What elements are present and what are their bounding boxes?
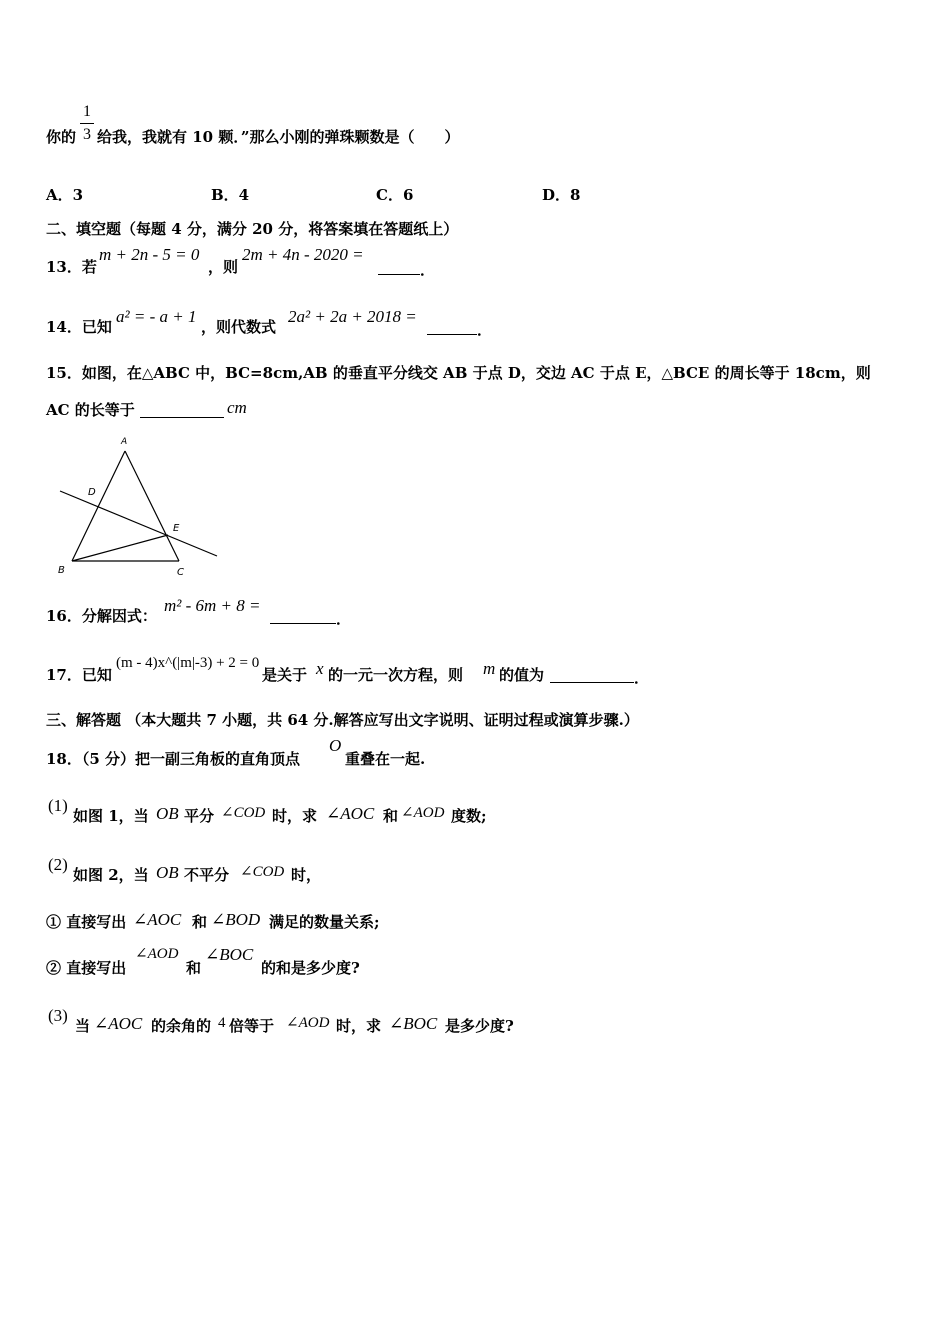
sub2-text-a: ② 直接写出: [46, 959, 127, 977]
sub1-aoc: ∠AOC: [133, 910, 182, 929]
section2-title: 二、填空题（每题 4 分，满分 20 分，将答案填在答题纸上）: [46, 220, 459, 238]
q18-var-o: O: [329, 736, 342, 755]
q13-answer-blank: [378, 260, 435, 278]
q18-text: 18．（5 分）把一副三角板的直角顶点: [46, 750, 301, 768]
q15-answer-blank: [140, 403, 224, 421]
q17-answer-blank: [550, 668, 649, 686]
q13-tail: ．: [420, 261, 436, 279]
q17-text2: 的一元一次方程，则: [328, 666, 464, 684]
q17-text3: 的值为: [499, 666, 545, 684]
part3-four: 4: [218, 1015, 226, 1031]
q16-answer-blank: [270, 609, 351, 627]
option-a: A．3: [46, 186, 84, 204]
q13-math1: m + 2n - 5 = 0: [99, 245, 200, 264]
part1-text-d: 和: [383, 807, 399, 825]
part2-text-a: 如图 2，当: [73, 866, 149, 884]
q12-fraction: [80, 103, 94, 144]
part3-text-c: 倍等于: [229, 1017, 275, 1035]
q14-math1: a² = - a + 1: [116, 307, 197, 326]
sub2-text-b: 和: [186, 959, 202, 977]
sub2-aod: ∠AOD: [135, 946, 179, 962]
q14-math2: 2a² + 2a + 2018 =: [288, 307, 417, 326]
label-e: E: [173, 523, 180, 534]
part2-cod: ∠COD: [240, 864, 285, 880]
q17-tail: ．: [634, 669, 650, 687]
part1-text-b: 平分: [184, 807, 215, 825]
sub1-text-a: ① 直接写出: [46, 913, 127, 931]
sub1-text-c: 满足的数量关系;: [269, 913, 380, 931]
q17-text1: 是关于: [262, 666, 308, 684]
part3-text-b: 的余角的: [151, 1017, 212, 1035]
sub2-text-c: 的和是多少度?: [261, 959, 360, 977]
label-b: B: [58, 565, 65, 576]
q14-mid: ，则代数式: [201, 318, 277, 336]
q15-line1: 15．如图，在△ABC 中，BC=8cm,AB 的垂直平分线交 AB 于点 D，交边 AC 于点 E，△BCE 的周长等于 18cm，则: [46, 364, 871, 382]
option-d: D．8: [542, 186, 581, 204]
perpendicular-bisector: [60, 491, 217, 556]
q14-label: 14．已知: [46, 318, 112, 336]
label-d: D: [88, 487, 96, 498]
part1-text-e: 度数;: [451, 807, 487, 825]
triangle-figure: [52, 432, 232, 582]
q15-unit: cm: [227, 398, 247, 417]
q12-text: 给我，我就有 10 颗．”那么小刚的弹珠颗数是（ ）: [97, 128, 460, 146]
part2-ob: OB: [156, 863, 179, 882]
q14-answer-blank: [427, 320, 492, 338]
q16-tail: ．: [336, 610, 352, 628]
q14-tail: ．: [477, 321, 493, 339]
part3-aod: ∠AOD: [286, 1015, 330, 1031]
option-c: C．6: [376, 186, 414, 204]
part3-aoc: ∠AOC: [94, 1014, 143, 1033]
sub2-boc: ∠BOC: [205, 945, 254, 964]
option-b: B．4: [211, 186, 250, 204]
part1-cod: ∠COD: [221, 805, 266, 821]
q17-var-x: x: [316, 659, 324, 678]
q13-math2: 2m + 4n - 2020 =: [242, 245, 364, 264]
q13-label: 13．若: [46, 258, 97, 276]
part3-text-a: 当: [75, 1017, 91, 1035]
section3-title: 三、解答题 （本大题共 7 小题，共 64 分.解答应写出文字说明、证明过程或演算步骤.）: [46, 711, 639, 729]
label-a: A: [121, 437, 128, 447]
part1-ob: OB: [156, 804, 179, 823]
part1-text-c: 时，求: [272, 807, 318, 825]
sub1-bod: ∠BOD: [211, 910, 261, 929]
q17-label: 17．已知: [46, 666, 112, 684]
part2-text-c: 时，: [291, 866, 322, 884]
part3-number: (3): [48, 1006, 68, 1025]
part1-text-a: 如图 1，当: [73, 807, 149, 825]
fraction-numerator: 1: [83, 103, 91, 120]
sub1-text-b: 和: [192, 913, 208, 931]
q16-label: 16．分解因式：: [46, 607, 157, 625]
part3-boc: ∠BOC: [389, 1014, 438, 1033]
q12-prefix: 你的: [46, 128, 77, 146]
side-ab: [72, 451, 125, 561]
segment-be: [72, 535, 168, 561]
part1-aoc: ∠AOC: [326, 804, 375, 823]
part1-aod: ∠AOD: [401, 805, 445, 821]
part3-text-e: 是多少度?: [445, 1017, 514, 1035]
q15-line2: AC 的长等于: [46, 401, 135, 419]
part1-number: (1): [48, 796, 68, 815]
part3-text-d: 时，求: [336, 1017, 382, 1035]
part2-number: (2): [48, 855, 68, 874]
q16-math: m² - 6m + 8 =: [164, 596, 261, 615]
q13-mid: ，则: [208, 258, 239, 276]
fraction-denominator: 3: [83, 126, 91, 143]
q18-tail: 重叠在一起.: [345, 750, 426, 768]
part2-text-b: 不平分: [184, 866, 230, 884]
label-c: C: [177, 567, 184, 578]
q17-math: (m - 4)x^(|m|-3) + 2 = 0: [116, 655, 260, 671]
q17-var-m: m: [483, 659, 496, 678]
